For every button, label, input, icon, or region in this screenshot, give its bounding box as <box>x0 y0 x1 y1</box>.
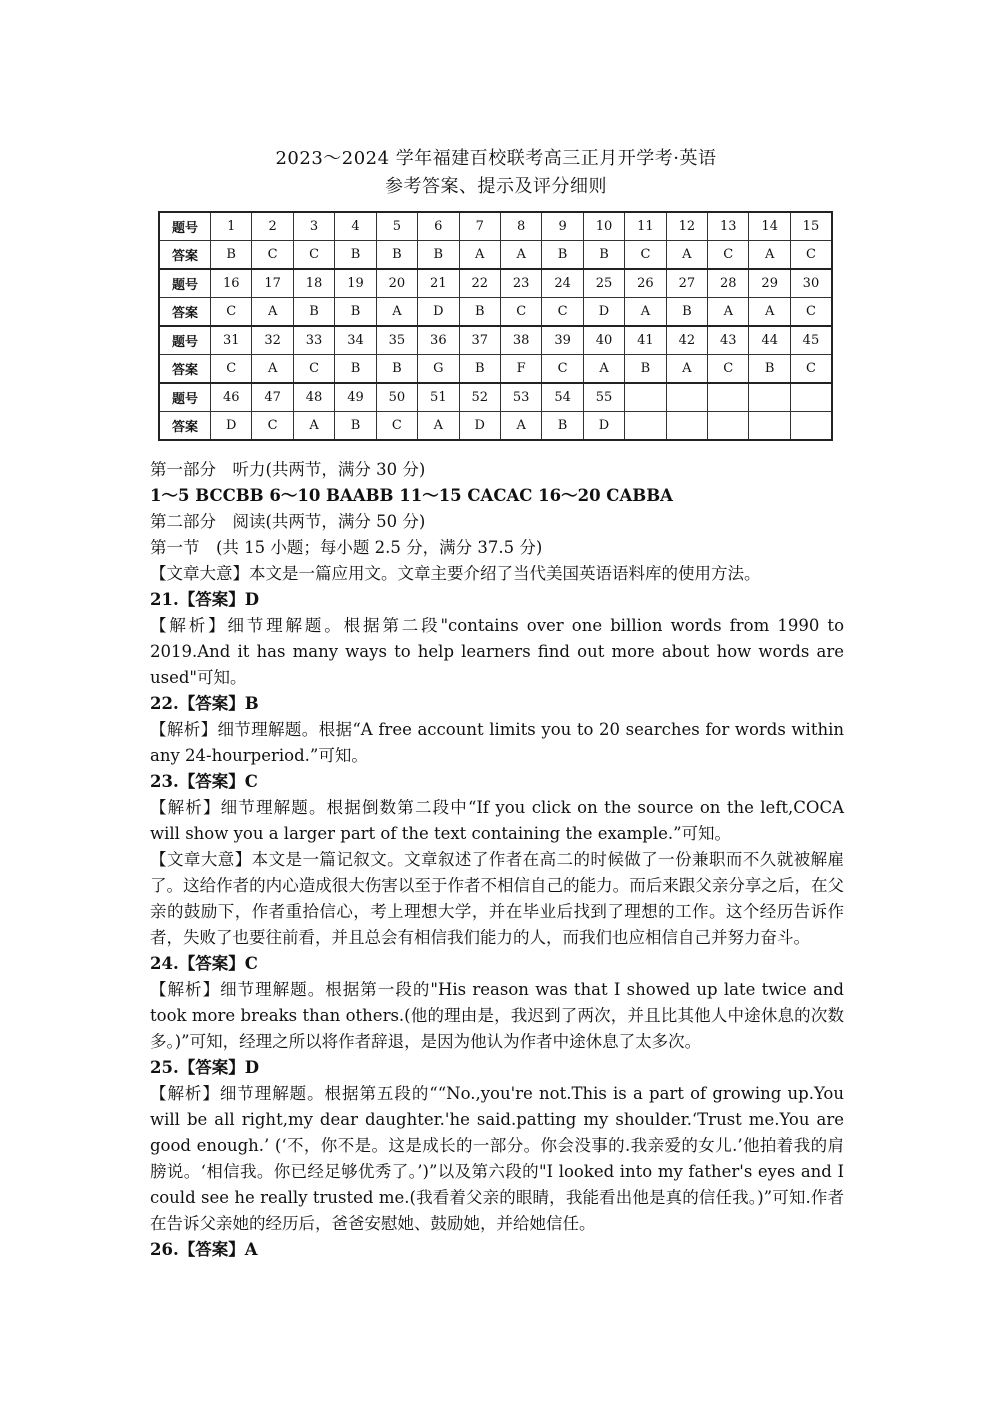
question-number-cell: 47 <box>252 383 293 412</box>
answer-cell: C <box>790 355 832 384</box>
answer-row <box>159 241 832 270</box>
question-number-cell: 11 <box>625 212 666 241</box>
answer-cell: A <box>749 241 790 270</box>
question-number-cell: 34 <box>335 326 376 355</box>
answer-cell: B <box>376 355 417 384</box>
answer-table <box>158 211 833 441</box>
question-number-cell <box>749 383 790 412</box>
answer-cell: C <box>542 355 583 384</box>
question-number-cell: 12 <box>666 212 707 241</box>
question-number-cell: 37 <box>459 326 500 355</box>
question-number-cell: 4 <box>335 212 376 241</box>
answer-cell: B <box>459 298 500 327</box>
answer-cell: F <box>500 355 541 384</box>
question-number-cell: 7 <box>459 212 500 241</box>
answer-label-cell: 答案 <box>159 298 211 327</box>
answer-explanations <box>150 457 844 1263</box>
question-number-cell: 48 <box>293 383 334 412</box>
answer-cell: D <box>418 298 459 327</box>
answer-cell: C <box>252 241 293 270</box>
answer-label-cell: 答案 <box>159 412 211 441</box>
question-number-cell: 10 <box>583 212 624 241</box>
question-number-cell: 44 <box>749 326 790 355</box>
question-number-cell: 14 <box>749 212 790 241</box>
question-number-cell: 33 <box>293 326 334 355</box>
question-number-cell <box>708 383 749 412</box>
question-number-cell: 1 <box>211 212 252 241</box>
answer-cell: C <box>252 412 293 441</box>
answer-cell: C <box>708 355 749 384</box>
question-number-cell: 53 <box>500 383 541 412</box>
question-number-cell: 25 <box>583 269 624 298</box>
answer-cell <box>749 412 790 441</box>
question-label-cell: 题号 <box>159 269 211 298</box>
question-number-cell: 51 <box>418 383 459 412</box>
section-reading: 第二部分 阅读(共两节，满分 50 分) <box>150 512 426 531</box>
question-number-cell: 19 <box>335 269 376 298</box>
answer-label-cell: 答案 <box>159 355 211 384</box>
question-number-cell: 41 <box>625 326 666 355</box>
answer-cell: A <box>749 298 790 327</box>
answer-cell: B <box>542 412 583 441</box>
question-number-row <box>159 269 832 298</box>
answer-cell: A <box>583 355 624 384</box>
question-number-cell: 42 <box>666 326 707 355</box>
answer-cell: C <box>211 298 252 327</box>
question-number-cell: 39 <box>542 326 583 355</box>
answer-24: 24.【答案】C <box>150 954 258 973</box>
answer-cell: B <box>583 241 624 270</box>
article-summary-b: 【文章大意】本文是一篇记叙文。文章叙述了作者在高二的时候做了一份兼职而不久就被解雇了。这给作者的内心造成很大伤害以至于作者不相信自己的能力。而后来跟父亲分享之后，在父亲的鼓励下，作者重拾信心，考上理想大学，并在毕业后找到了理想的工作。这个经历告诉作者，失败了也要往前看，并且总会有相信我们能力的人，而我们也应相信自己并努力奋斗。 <box>150 850 844 947</box>
question-number-cell: 35 <box>376 326 417 355</box>
explanation-21: 【解析】细节理解题。根据第二段"contains over one billion words from 1990 to 2019.And it has many ways to help learners find out more about how words are used"可知。 <box>150 616 844 687</box>
question-number-cell: 49 <box>335 383 376 412</box>
question-number-cell: 20 <box>376 269 417 298</box>
answer-cell: D <box>459 412 500 441</box>
answer-cell: A <box>708 298 749 327</box>
question-number-cell: 32 <box>252 326 293 355</box>
answer-cell: B <box>625 355 666 384</box>
question-number-cell: 3 <box>293 212 334 241</box>
answer-cell: B <box>542 241 583 270</box>
question-label-cell: 题号 <box>159 326 211 355</box>
question-number-cell: 54 <box>542 383 583 412</box>
question-number-cell: 55 <box>583 383 624 412</box>
answer-cell: B <box>211 241 252 270</box>
question-number-cell: 26 <box>625 269 666 298</box>
question-label-cell: 题号 <box>159 212 211 241</box>
question-number-cell: 22 <box>459 269 500 298</box>
answer-cell <box>666 412 707 441</box>
answer-cell: A <box>418 412 459 441</box>
document-subtitle: 参考答案、提示及评分细则 <box>385 176 607 197</box>
question-number-cell: 45 <box>790 326 832 355</box>
question-number-cell: 17 <box>252 269 293 298</box>
answer-cell: C <box>625 241 666 270</box>
question-number-cell: 8 <box>500 212 541 241</box>
question-number-cell <box>625 383 666 412</box>
answer-label-cell: 答案 <box>159 241 211 270</box>
answer-cell <box>708 412 749 441</box>
question-number-row <box>159 326 832 355</box>
answer-cell: B <box>418 241 459 270</box>
question-number-cell: 36 <box>418 326 459 355</box>
question-number-cell: 21 <box>418 269 459 298</box>
answer-row <box>159 298 832 327</box>
answer-cell: A <box>252 355 293 384</box>
explanation-22: 【解析】细节理解题。根据“A free account limits you to 20 searches for words within any 24-hourperiod.”可知。 <box>150 720 844 765</box>
answer-cell: C <box>293 355 334 384</box>
question-number-cell: 15 <box>790 212 832 241</box>
question-number-cell <box>790 383 832 412</box>
answer-cell: A <box>376 298 417 327</box>
answer-cell: B <box>293 298 334 327</box>
answer-22: 22.【答案】B <box>150 694 259 713</box>
answer-cell: B <box>335 241 376 270</box>
answer-cell: D <box>583 298 624 327</box>
question-number-cell: 18 <box>293 269 334 298</box>
answer-cell: C <box>790 298 832 327</box>
answer-cell: C <box>293 241 334 270</box>
question-number-cell: 43 <box>708 326 749 355</box>
question-number-cell: 38 <box>500 326 541 355</box>
question-number-cell: 46 <box>211 383 252 412</box>
answer-cell: A <box>666 241 707 270</box>
document-header <box>0 145 992 201</box>
answer-cell: A <box>500 241 541 270</box>
question-number-cell: 6 <box>418 212 459 241</box>
answer-cell: A <box>666 355 707 384</box>
answer-cell: D <box>583 412 624 441</box>
answer-cell: C <box>211 355 252 384</box>
answer-cell: B <box>335 355 376 384</box>
question-number-cell: 23 <box>500 269 541 298</box>
answer-cell: B <box>335 412 376 441</box>
question-number-cell: 2 <box>252 212 293 241</box>
question-label-cell: 题号 <box>159 383 211 412</box>
answer-cell: B <box>666 298 707 327</box>
answer-cell: D <box>211 412 252 441</box>
answer-row <box>159 412 832 441</box>
answer-cell: A <box>293 412 334 441</box>
answer-cell: C <box>708 241 749 270</box>
answer-cell: A <box>625 298 666 327</box>
answer-cell: C <box>500 298 541 327</box>
question-number-cell: 40 <box>583 326 624 355</box>
question-number-cell: 5 <box>376 212 417 241</box>
explanation-24: 【解析】细节理解题。根据第一段的"His reason was that I showed up late twice and took more breaks than others.(他的理由是，我迟到了两次，并且比其他人中途休息的次数多。)”可知，经理之所以将作者辞退，是因为他认为作者中途休息了太多次。 <box>150 980 844 1051</box>
question-number-cell: 28 <box>708 269 749 298</box>
document-title: 2023～2024 学年福建百校联考高三正月开学考·英语 <box>275 148 717 169</box>
answer-cell <box>625 412 666 441</box>
answer-cell: B <box>749 355 790 384</box>
answer-cell: C <box>542 298 583 327</box>
article-summary-a: 【文章大意】本文是一篇应用文。文章主要介绍了当代美国英语语料库的使用方法。 <box>150 564 761 583</box>
answer-cell: B <box>459 355 500 384</box>
question-number-cell: 24 <box>542 269 583 298</box>
answer-21: 21.【答案】D <box>150 590 260 609</box>
answer-cell: G <box>418 355 459 384</box>
question-number-cell: 31 <box>211 326 252 355</box>
answer-row <box>159 355 832 384</box>
answer-cell: A <box>459 241 500 270</box>
answer-cell: A <box>500 412 541 441</box>
question-number-cell: 52 <box>459 383 500 412</box>
answer-cell: B <box>335 298 376 327</box>
question-number-cell: 16 <box>211 269 252 298</box>
explanation-23: 【解析】细节理解题。根据倒数第二段中“If you click on the source on the left,COCA will show you a larger part of the text containing the example.”可知。 <box>150 798 844 843</box>
question-number-cell: 30 <box>790 269 832 298</box>
answer-cell <box>790 412 832 441</box>
question-number-row <box>159 383 832 412</box>
section-part-one: 第一节 (共 15 小题；每小题 2.5 分，满分 37.5 分) <box>150 538 543 557</box>
answer-cell: C <box>376 412 417 441</box>
question-number-cell <box>666 383 707 412</box>
section-listening: 第一部分 听力(共两节，满分 30 分) <box>150 460 426 479</box>
answer-cell: B <box>376 241 417 270</box>
answer-25: 25.【答案】D <box>150 1058 260 1077</box>
explanation-25: 【解析】细节理解题。根据第五段的““No.,you're not.This is a part of growing up.You will be all right,my dear daughter.'he said.patting my shoulder.‘Trust me.You are good enough.’ (‘不，你不是。这是成长的一部分。你会没事的.我亲爱的女儿.’他拍着我的肩膀说。‘相信我。你已经足够优秀了。’)”以及第六段的"I looked into my father's eyes and I could see he really trusted me.(我看着父亲的眼睛，我能看出他是真的信任我。)”可知.作者在告诉父亲她的经历后，爸爸安慰她、鼓励她，并给她信任。 <box>150 1084 844 1233</box>
answer-cell: A <box>252 298 293 327</box>
answer-cell: C <box>790 241 832 270</box>
answer-26: 26.【答案】A <box>150 1240 258 1259</box>
question-number-cell: 29 <box>749 269 790 298</box>
listening-answers: 1～5 BCCBB 6～10 BAABB 11～15 CACAC 16～20 CABBA <box>150 486 673 505</box>
question-number-cell: 9 <box>542 212 583 241</box>
question-number-cell: 27 <box>666 269 707 298</box>
question-number-cell: 13 <box>708 212 749 241</box>
answer-23: 23.【答案】C <box>150 772 258 791</box>
question-number-row <box>159 212 832 241</box>
question-number-cell: 50 <box>376 383 417 412</box>
